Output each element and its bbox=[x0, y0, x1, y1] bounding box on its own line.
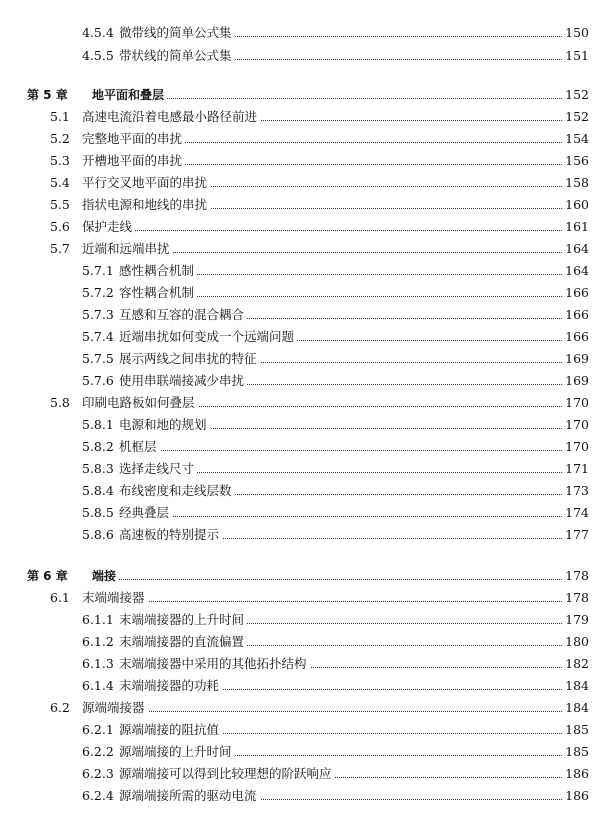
entry-number: 5.8.6 bbox=[82, 527, 114, 542]
entry-title: 电源和地的规划 bbox=[119, 415, 210, 435]
entry-title: 末端端接器的直流偏置 bbox=[119, 632, 247, 652]
entry-page-number: 170 bbox=[562, 415, 589, 435]
entry-title: 末端端接器中采用的其他拓扑结构 bbox=[119, 654, 310, 674]
entry-title: 互感和互容的混合耦合 bbox=[119, 305, 247, 325]
entry-title: 布线密度和走线层数 bbox=[119, 481, 235, 501]
entry-title: 机框层 bbox=[119, 437, 160, 457]
toc-entry-sub[interactable] bbox=[0, 654, 606, 674]
entry-page-number: 169 bbox=[562, 371, 589, 391]
entry-page-number: 166 bbox=[562, 283, 589, 303]
entry-title: 指状电源和地线的串扰 bbox=[82, 195, 210, 215]
entry-title: 端接 bbox=[92, 566, 119, 586]
entry-page-number: 171 bbox=[562, 459, 589, 479]
toc-entry-section[interactable] bbox=[0, 107, 606, 127]
toc-entry-sub[interactable] bbox=[0, 23, 606, 43]
entry-title: 近端串扰如何变成一个远端问题 bbox=[119, 327, 297, 347]
entry-page-number: 154 bbox=[562, 129, 589, 149]
entry-page-number: 152 bbox=[562, 85, 589, 105]
entry-title: 末端端接器的功耗 bbox=[119, 676, 222, 696]
entry-number: 5.2 bbox=[50, 131, 70, 146]
entry-page-number: 185 bbox=[562, 742, 589, 762]
entry-title: 感性耦合机制 bbox=[119, 261, 197, 281]
entry-title: 容性耦合机制 bbox=[119, 283, 197, 303]
toc-entry-sub[interactable] bbox=[0, 327, 606, 347]
toc-entry-sub[interactable] bbox=[0, 481, 606, 501]
entry-title: 使用串联端接减少串扰 bbox=[119, 371, 247, 391]
toc-entry-section[interactable] bbox=[0, 151, 606, 171]
toc-entry-section[interactable] bbox=[0, 173, 606, 193]
entry-number: 5.6 bbox=[50, 219, 70, 234]
toc-entry-sub[interactable] bbox=[0, 371, 606, 391]
entry-number: 5.7.6 bbox=[82, 373, 114, 388]
entry-number: 5.7.4 bbox=[82, 329, 114, 344]
entry-number: 5.5 bbox=[50, 197, 70, 212]
entry-title: 源端端接的上升时间 bbox=[119, 742, 235, 762]
entry-page-number: 179 bbox=[562, 610, 589, 630]
entry-title: 末端端接器 bbox=[82, 588, 148, 608]
toc-entry-sub[interactable] bbox=[0, 720, 606, 740]
entry-page-number: 177 bbox=[562, 525, 589, 545]
entry-page-number: 180 bbox=[562, 632, 589, 652]
entry-page-number: 173 bbox=[562, 481, 589, 501]
entry-page-number: 166 bbox=[562, 327, 589, 347]
dot-leader bbox=[92, 579, 586, 580]
toc-entry-sub[interactable] bbox=[0, 415, 606, 435]
entry-number: 5.8.5 bbox=[82, 505, 114, 520]
entry-number: 5.7.1 bbox=[82, 263, 114, 278]
toc-entry-sub[interactable] bbox=[0, 503, 606, 523]
entry-number: 4.5.5 bbox=[82, 48, 114, 63]
toc-entry-sub[interactable] bbox=[0, 46, 606, 66]
toc-entry-sub[interactable] bbox=[0, 305, 606, 325]
dot-leader bbox=[82, 711, 586, 712]
toc-entry-section[interactable] bbox=[0, 393, 606, 413]
toc-entry-sub[interactable] bbox=[0, 525, 606, 545]
entry-number: 4.5.4 bbox=[82, 25, 114, 40]
entry-page-number: 164 bbox=[562, 261, 589, 281]
entry-page-number: 178 bbox=[562, 588, 589, 608]
entry-number: 5.8.2 bbox=[82, 439, 114, 454]
entry-page-number: 152 bbox=[562, 107, 589, 127]
entry-title: 印刷电路板如何叠层 bbox=[82, 393, 198, 413]
entry-number: 5.1 bbox=[50, 109, 70, 124]
entry-title: 保护走线 bbox=[82, 217, 135, 237]
entry-number: 5.4 bbox=[50, 175, 70, 190]
entry-number: 6.2.4 bbox=[82, 788, 114, 803]
entry-number: 5.8.1 bbox=[82, 417, 114, 432]
toc-entry-chapter[interactable] bbox=[0, 566, 606, 586]
entry-number: 6.1.3 bbox=[82, 656, 114, 671]
entry-number: 6.2 bbox=[50, 700, 70, 715]
entry-page-number: 156 bbox=[562, 151, 589, 171]
dot-leader bbox=[119, 450, 586, 451]
entry-page-number: 182 bbox=[562, 654, 589, 674]
toc-entry-sub[interactable] bbox=[0, 676, 606, 696]
entry-title: 完整地平面的串扰 bbox=[82, 129, 185, 149]
entry-number: 5.8.3 bbox=[82, 461, 114, 476]
entry-page-number: 150 bbox=[562, 23, 589, 43]
entry-number: 6.2.3 bbox=[82, 766, 114, 781]
entry-number: 第 6 章 bbox=[27, 569, 68, 583]
entry-title: 经典叠层 bbox=[119, 503, 172, 523]
entry-page-number: 170 bbox=[562, 437, 589, 457]
entry-title: 高速板的特别提示 bbox=[119, 525, 222, 545]
toc-entry-section[interactable] bbox=[0, 195, 606, 215]
entry-title: 地平面和叠层 bbox=[92, 85, 167, 105]
entry-title: 高速电流沿着电感最小路径前进 bbox=[82, 107, 260, 127]
entry-number: 第 5 章 bbox=[27, 88, 68, 102]
toc-entry-section[interactable] bbox=[0, 239, 606, 259]
entry-number: 6.1.2 bbox=[82, 634, 114, 649]
dot-leader bbox=[119, 516, 586, 517]
toc-entry-sub[interactable] bbox=[0, 437, 606, 457]
entry-title: 近端和远端串扰 bbox=[82, 239, 173, 259]
entry-title: 源端端接的阻抗值 bbox=[119, 720, 222, 740]
entry-title: 选择走线尺寸 bbox=[119, 459, 197, 479]
entry-page-number: 151 bbox=[562, 46, 589, 66]
entry-page-number: 169 bbox=[562, 349, 589, 369]
entry-number: 5.3 bbox=[50, 153, 70, 168]
entry-page-number: 160 bbox=[562, 195, 589, 215]
toc-entry-sub[interactable] bbox=[0, 786, 606, 806]
entry-title: 展示两线之间串扰的特征 bbox=[119, 349, 260, 369]
toc-entry-sub[interactable] bbox=[0, 349, 606, 369]
entry-title: 开槽地平面的串扰 bbox=[82, 151, 185, 171]
entry-title: 带状线的简单公式集 bbox=[119, 46, 235, 66]
entry-page-number: 166 bbox=[562, 305, 589, 325]
toc-entry-sub[interactable] bbox=[0, 283, 606, 303]
toc-entry-section[interactable] bbox=[0, 129, 606, 149]
toc-entry-sub[interactable] bbox=[0, 459, 606, 479]
toc-entry-sub[interactable] bbox=[0, 261, 606, 281]
toc-entry-section[interactable] bbox=[0, 698, 606, 718]
toc-entry-sub[interactable] bbox=[0, 764, 606, 784]
dot-leader bbox=[82, 230, 586, 231]
toc-entry-chapter[interactable] bbox=[0, 85, 606, 105]
entry-page-number: 158 bbox=[562, 173, 589, 193]
entry-page-number: 184 bbox=[562, 676, 589, 696]
entry-number: 5.7.5 bbox=[82, 351, 114, 366]
entry-title: 微带线的简单公式集 bbox=[119, 23, 235, 43]
entry-page-number: 186 bbox=[562, 764, 589, 784]
entry-page-number: 161 bbox=[562, 217, 589, 237]
entry-number: 6.2.1 bbox=[82, 722, 114, 737]
entry-page-number: 174 bbox=[562, 503, 589, 523]
entry-number: 5.7 bbox=[50, 241, 70, 256]
toc-entry-sub[interactable] bbox=[0, 742, 606, 762]
toc-entry-sub[interactable] bbox=[0, 632, 606, 652]
entry-number: 6.2.2 bbox=[82, 744, 114, 759]
entry-number: 5.7.2 bbox=[82, 285, 114, 300]
entry-number: 5.8.4 bbox=[82, 483, 114, 498]
entry-number: 6.1.4 bbox=[82, 678, 114, 693]
toc-entry-section[interactable] bbox=[0, 588, 606, 608]
entry-title: 源端端接器 bbox=[82, 698, 148, 718]
toc-entry-section[interactable] bbox=[0, 217, 606, 237]
dot-leader bbox=[82, 601, 586, 602]
entry-number: 5.7.3 bbox=[82, 307, 114, 322]
entry-number: 6.1.1 bbox=[82, 612, 114, 627]
entry-title: 平行交叉地平面的串扰 bbox=[82, 173, 210, 193]
entry-title: 源端端接可以得到比较理想的阶跃响应 bbox=[119, 764, 335, 784]
entry-number: 5.8 bbox=[50, 395, 70, 410]
entry-page-number: 186 bbox=[562, 786, 589, 806]
entry-page-number: 185 bbox=[562, 720, 589, 740]
entry-page-number: 178 bbox=[562, 566, 589, 586]
entry-page-number: 164 bbox=[562, 239, 589, 259]
entry-title: 源端端接所需的驱动电流 bbox=[119, 786, 260, 806]
entry-page-number: 170 bbox=[562, 393, 589, 413]
entry-number: 6.1 bbox=[50, 590, 70, 605]
toc-entry-sub[interactable] bbox=[0, 610, 606, 630]
entry-title: 末端端接器的上升时间 bbox=[119, 610, 247, 630]
entry-page-number: 184 bbox=[562, 698, 589, 718]
